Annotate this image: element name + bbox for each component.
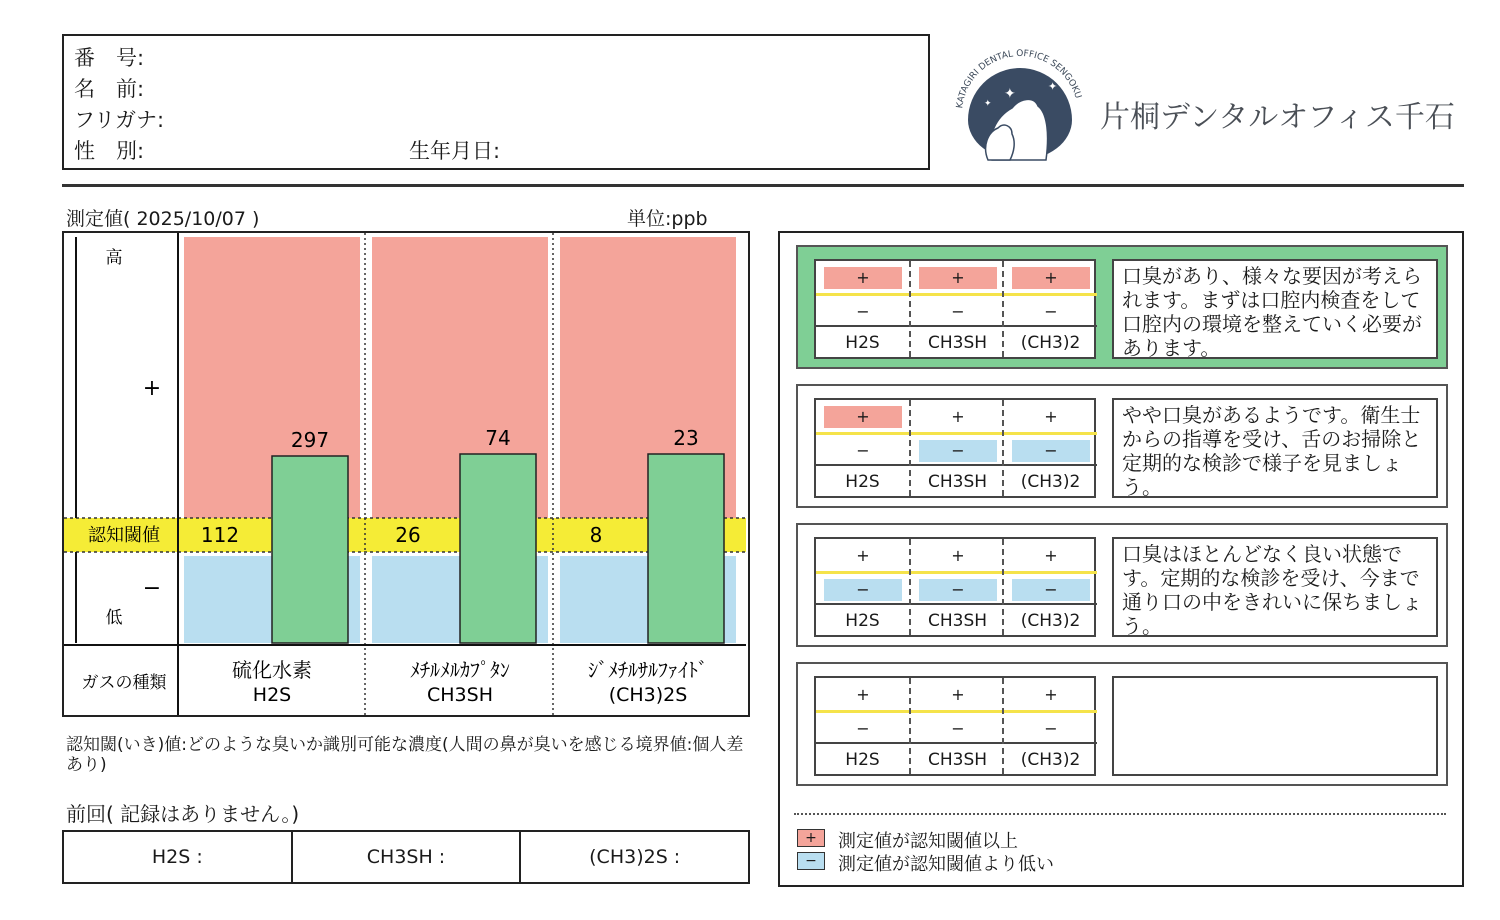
data-bar — [272, 456, 348, 643]
threshold-line — [816, 432, 909, 435]
minus-cell: − — [1044, 302, 1058, 321]
minus-cell: − — [824, 579, 902, 601]
legend-below-swatch: − — [797, 852, 825, 870]
x-axis-label: ガスの種類 — [81, 673, 167, 693]
legend-above-text: 測定値が認知閾値以上 — [838, 831, 1018, 852]
svg-text:✦: ✦ — [1048, 80, 1058, 93]
case-indicator-column — [909, 539, 1004, 635]
minus-cell: − — [856, 441, 870, 460]
gas-name-jp: ｼﾞﾒﾁﾙｻﾙﾌｧｲﾄﾞ — [588, 658, 708, 682]
gas-label: CH3SH — [911, 742, 1004, 776]
previous-record-label: 前回( 記録はありません。) — [66, 802, 300, 826]
y-tick-low: 低 — [105, 608, 123, 628]
y-tick-plus: + — [142, 376, 162, 401]
case-indicator-column — [816, 678, 909, 774]
plus-cell: + — [856, 685, 870, 704]
minus-cell: − — [1044, 719, 1058, 738]
interpretation-panel — [778, 231, 1464, 887]
gas-label: CH3SH — [911, 603, 1004, 637]
threshold-line — [1004, 432, 1097, 435]
case-indicator-column — [1002, 261, 1097, 357]
minus-cell: − — [856, 302, 870, 321]
legend-above-swatch: + — [797, 829, 825, 847]
unit-label: 単位:ppb — [627, 208, 708, 230]
minus-cell: − — [919, 440, 997, 462]
logo-arc-text: KATAGIRI DENTAL OFFICE SENGOKU — [955, 48, 1083, 110]
minus-cell: − — [856, 719, 870, 738]
patient-furigana-label: フリガナ: — [74, 108, 165, 132]
gas-label: H2S — [816, 464, 909, 498]
gas-label: H2S — [816, 325, 909, 359]
gas-name-jp: 硫化水素 — [232, 658, 312, 682]
previous-record-table — [62, 830, 750, 884]
gas-label: (CH3)2 — [1004, 603, 1097, 637]
patient-birthdate-label: 生年月日: — [409, 139, 501, 163]
patient-name-label: 名 前: — [74, 77, 145, 101]
patient-info-box — [62, 34, 930, 170]
case-indicator-grid — [814, 259, 1096, 359]
case-indicator-column — [909, 261, 1004, 357]
minus-cell: − — [951, 719, 965, 738]
threshold-line — [911, 710, 1004, 713]
case-indicator-column — [1002, 539, 1097, 635]
clinic-name: 片桐デンタルオフィス千石 — [1100, 100, 1455, 135]
interpretation-case — [796, 245, 1448, 369]
case-indicator-column — [816, 261, 909, 357]
interpretation-case — [796, 523, 1448, 647]
threshold-line — [911, 571, 1004, 574]
minus-cell: − — [951, 302, 965, 321]
gas-label: H2S — [816, 742, 909, 776]
gas-label: H2S — [816, 603, 909, 637]
threshold-value-label: 26 — [395, 523, 421, 547]
case-indicator-column — [909, 678, 1004, 774]
case-indicator-grid — [814, 676, 1096, 776]
gas-label: (CH3)2 — [1004, 464, 1097, 498]
plus-cell: + — [824, 267, 902, 289]
case-indicator-grid — [814, 398, 1096, 498]
interpretation-case — [796, 384, 1448, 508]
plus-cell: + — [1044, 407, 1058, 426]
plus-cell: + — [919, 267, 997, 289]
gas-name-en: (CH3)2S — [608, 684, 688, 706]
data-bar — [648, 454, 724, 643]
plus-cell: + — [951, 407, 965, 426]
threshold-line — [816, 293, 909, 296]
threshold-line — [1004, 571, 1097, 574]
bar-value-label: 74 — [485, 426, 511, 450]
previous-ch3sh-cell: CH3SH : — [291, 832, 520, 882]
measurement-date-label: 測定値( 2025/10/07 ) — [66, 208, 260, 230]
interpretation-case — [796, 662, 1448, 786]
gas-label: CH3SH — [911, 325, 1004, 359]
y-tick-high: 高 — [105, 248, 123, 268]
previous-h2s-cell: H2S : — [151, 846, 203, 868]
plus-cell: + — [856, 546, 870, 565]
threshold-value-label: 112 — [200, 523, 240, 547]
case-indicator-column — [816, 539, 909, 635]
plus-cell: + — [1044, 685, 1058, 704]
measurement-chart — [62, 231, 750, 717]
header-divider — [62, 184, 1464, 187]
threshold-line — [1004, 710, 1097, 713]
patient-number-label: 番 号: — [74, 46, 145, 70]
plus-cell: + — [951, 685, 965, 704]
plus-cell: + — [951, 546, 965, 565]
clinic-logo — [950, 42, 1090, 167]
case-message — [1112, 676, 1438, 776]
data-bar — [460, 454, 536, 643]
threshold-definition-note: 認知閾(いき)値:どのような臭いか識別可能な濃度(人間の鼻が臭いを感じる境界値:個人差あり) — [66, 735, 744, 775]
threshold-value-label: 8 — [589, 523, 603, 547]
previous-ch32s-cell: (CH3)2S : — [519, 832, 748, 882]
gas-label: CH3SH — [911, 464, 1004, 498]
case-indicator-column — [816, 400, 909, 496]
threshold-line — [911, 293, 1004, 296]
legend-below-text: 測定値が認知閾値より低い — [838, 854, 1054, 875]
patient-sex-label: 性 別: — [74, 139, 145, 163]
minus-cell: − — [919, 579, 997, 601]
bar-value-label: 297 — [290, 428, 330, 452]
gas-name-en: CH3SH — [427, 684, 493, 706]
threshold-line — [816, 571, 909, 574]
minus-cell: − — [1012, 579, 1090, 601]
threshold-line — [816, 710, 909, 713]
threshold-line — [911, 432, 1004, 435]
case-message: やや口臭があるようです。衛生士からの指導を受け、舌のお掃除と定期的な検診で様子を見ましょう。 — [1112, 398, 1438, 498]
plus-cell: + — [1012, 267, 1090, 289]
case-indicator-grid — [814, 537, 1096, 637]
case-indicator-column — [1002, 400, 1097, 496]
gas-label: (CH3)2 — [1004, 742, 1097, 776]
minus-cell: − — [1012, 440, 1090, 462]
y-tick-minus: − — [142, 576, 162, 601]
gas-name-en: H2S — [252, 684, 292, 706]
threshold-line — [1004, 293, 1097, 296]
case-message: 口臭はほとんどなく良い状態です。定期的な検診を受け、今まで通り口の中をきれいに保ちましょう。 — [1112, 537, 1438, 637]
bar-value-label: 23 — [673, 426, 699, 450]
legend-divider — [794, 813, 1446, 815]
case-indicator-column — [909, 400, 1004, 496]
plus-cell: + — [1044, 546, 1058, 565]
gas-name-jp: ﾒﾁﾙﾒﾙｶﾌﾟﾀﾝ — [410, 658, 510, 682]
y-tick-threshold: 認知閾値 — [88, 525, 160, 546]
svg-text:✦: ✦ — [1004, 86, 1016, 102]
plus-cell: + — [824, 406, 902, 428]
case-message: 口臭があり、様々な要因が考えられます。まずは口腔内検査をして口腔内の環境を整えていく必要があります。 — [1112, 259, 1438, 359]
case-indicator-column — [1002, 678, 1097, 774]
svg-text:✦: ✦ — [984, 99, 992, 109]
gas-label: (CH3)2 — [1004, 325, 1097, 359]
